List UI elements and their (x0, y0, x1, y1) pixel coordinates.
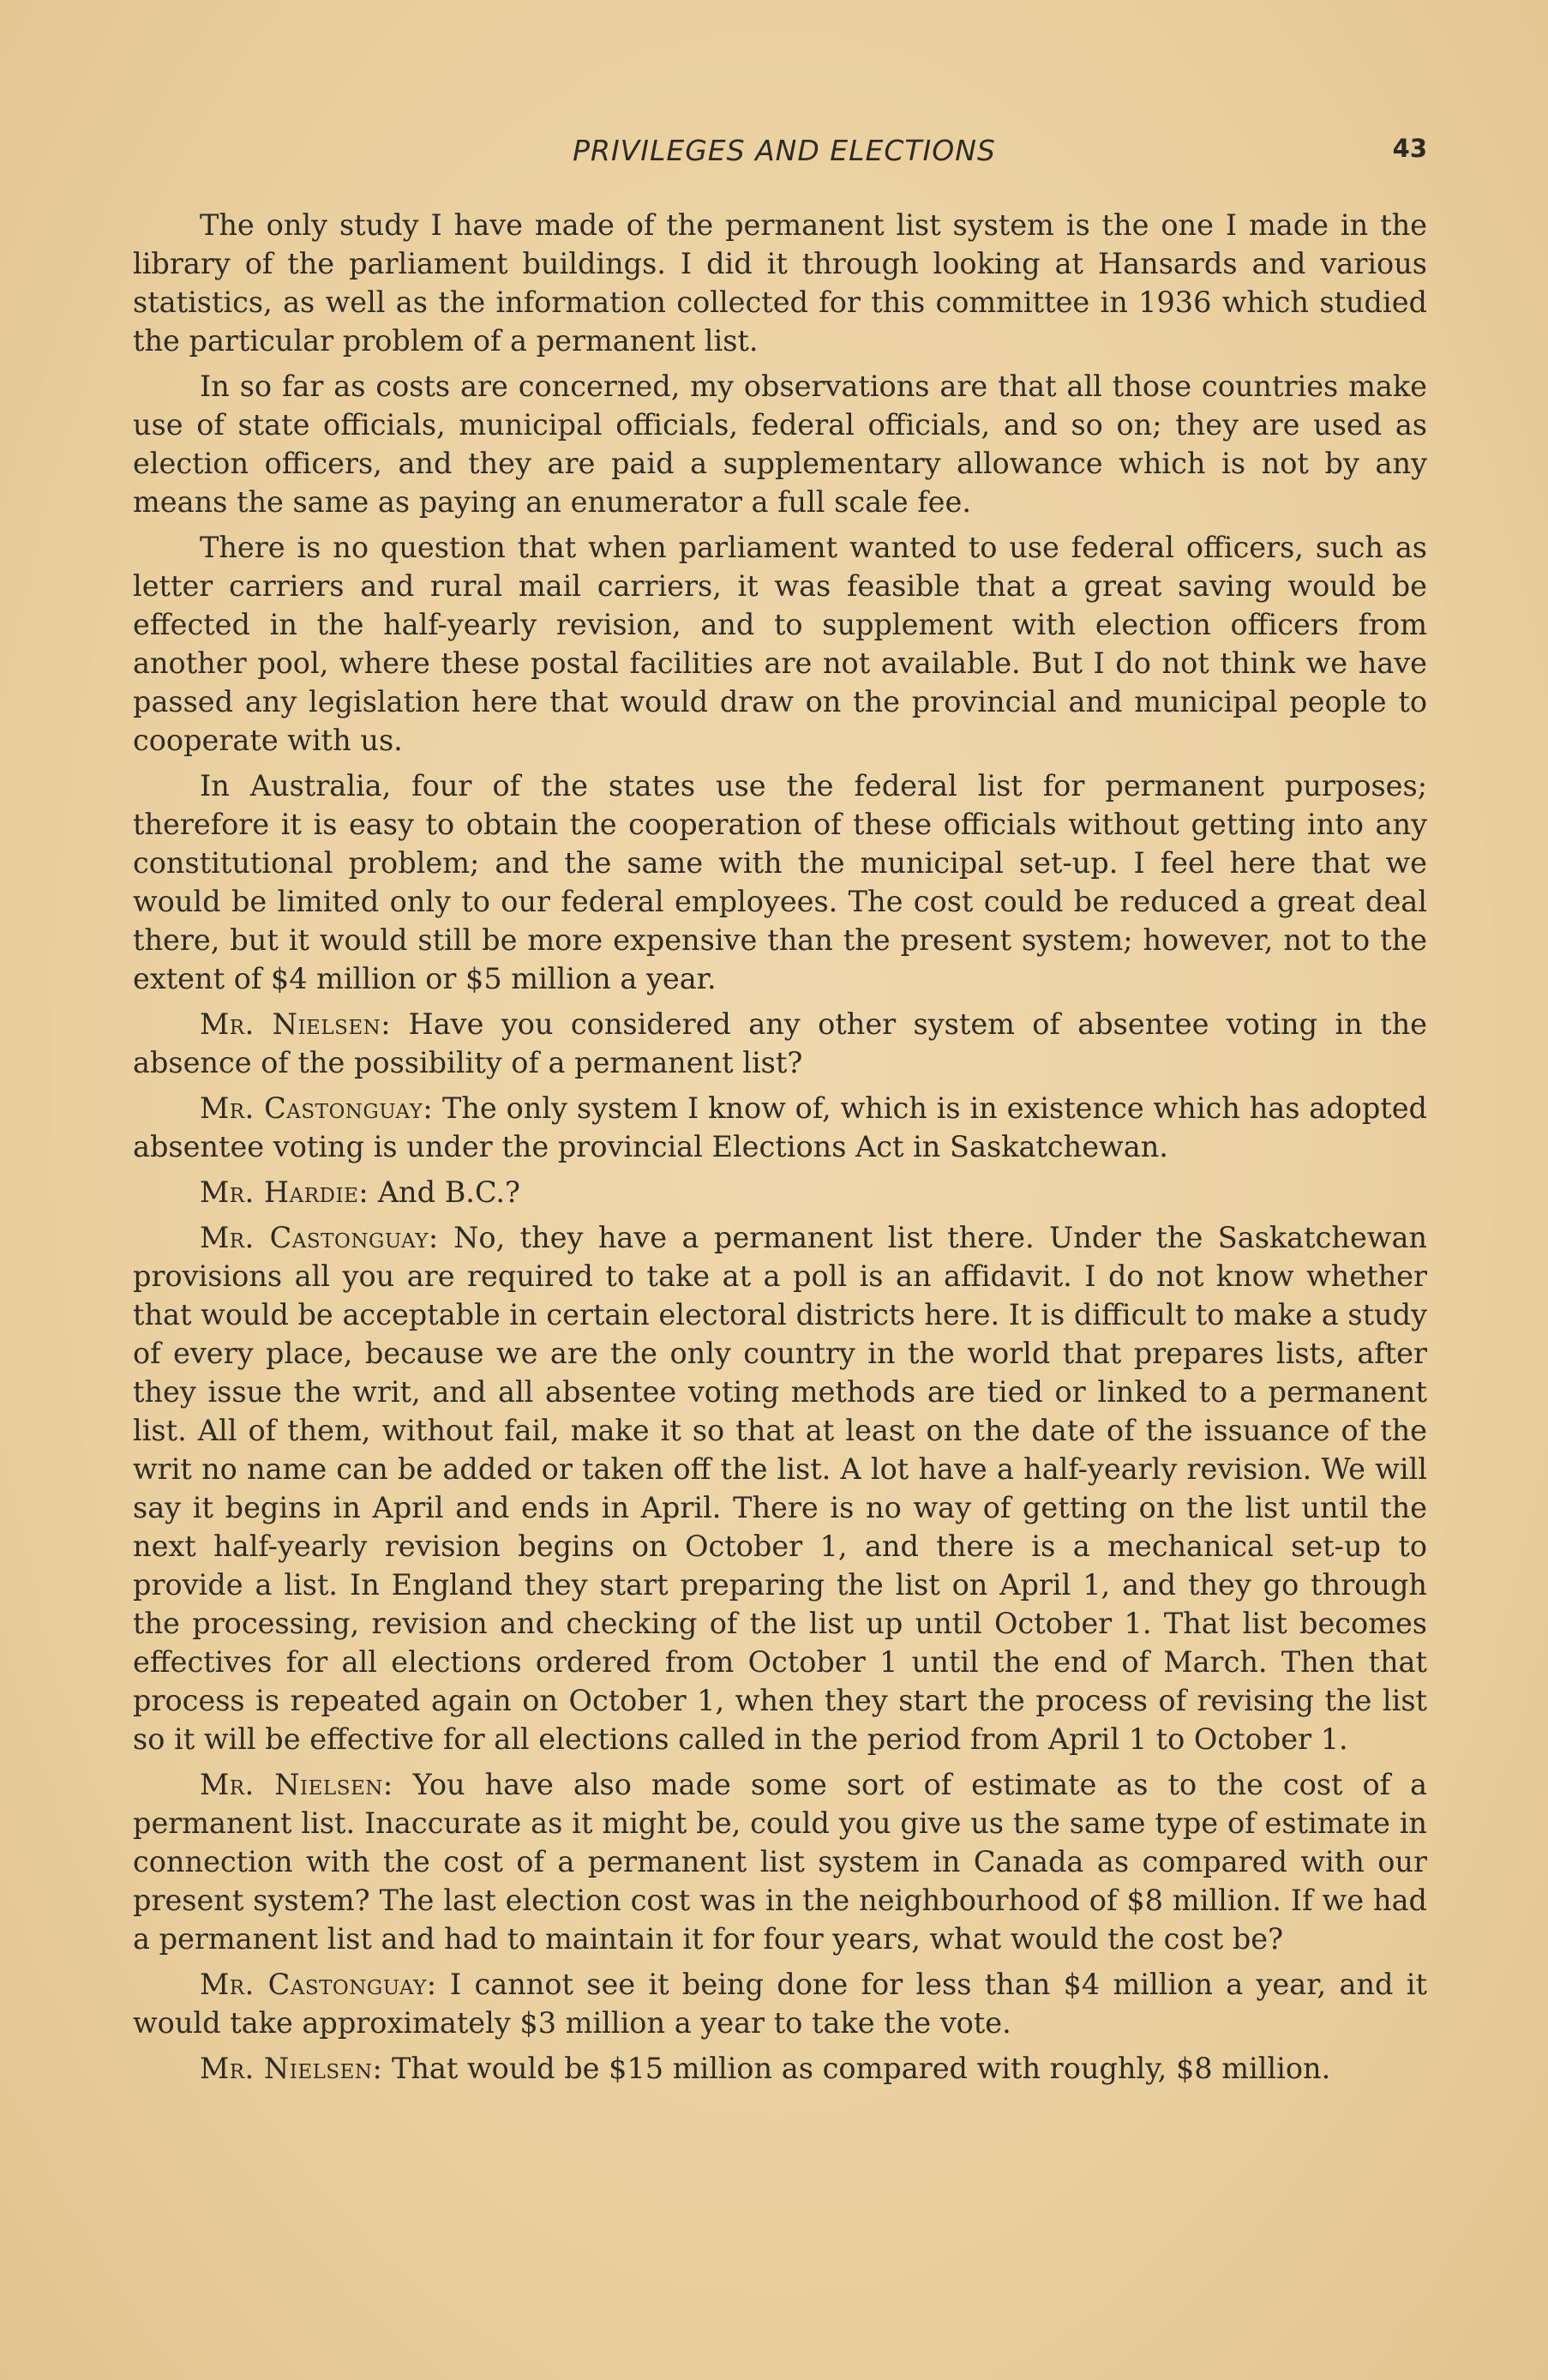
speaker-name: Mr. Castonguay: (200, 1968, 437, 2001)
paragraph-9 (133, 1765, 1427, 1958)
speaker-name: Mr. Nielsen: (200, 1007, 392, 1041)
paragraph-2 (133, 367, 1427, 521)
paragraph-text: The only study I have made of the permanent list system is the one I made in the library of the parliament buildings. I did it through looking at Hansards and various statistics, as well as the information collected for this committee in 1936 which studied the particular problem of a permanent list. (133, 208, 1427, 358)
paragraph-text: There is no question that when parliament wanted to use federal officers, such as letter carriers and rural mail carriers, it was feasible that a great saving would be effected in the half-yearly revision, and to supplement with election officers from another pool, where these postal facilities are not available. But I do not think we have passed any legislation here that would draw on the provincial and municipal people to cooperate with us. (133, 531, 1427, 757)
paragraph-1 (133, 206, 1427, 360)
speaker-name: Mr. Hardie: (200, 1175, 369, 1209)
paragraph-text: That would be $15 million as compared with roughly, $8 million. (392, 2052, 1331, 2085)
speaker-name: Mr. Nielsen: (200, 2052, 383, 2085)
paragraph-11 (133, 2049, 1427, 2088)
speaker-name: Mr. Castonguay: (200, 1091, 434, 1125)
paragraph-text: I cannot see it being done for less than $4 million a year, and it would take approximately $3 million a year to take the vote. (133, 1968, 1427, 2040)
speaker-name: Mr. Nielsen: (200, 1768, 393, 1801)
paragraph-10 (133, 1965, 1427, 2042)
paragraph-6 (133, 1089, 1427, 1166)
paragraph-text: And B.C.? (377, 1175, 521, 1209)
running-head-title: PRIVILEGES AND ELECTIONS (573, 134, 996, 167)
paragraph-7 (133, 1173, 1427, 1211)
paragraph-text: In so far as costs are concerned, my observations are that all those countries make use of state officials, municipal officials, federal officials, and so on; they are used as election officers, and they are paid a supplementary allowance which is not by any means the same as paying an enumerator a full scale fee. (133, 370, 1427, 519)
paragraph-text: In Australia, four of the states use the federal list for permanent purposes; therefore it is easy to obtain the cooperation of these officials without getting into any constitutional problem; and the same with the municipal set-up. I feel here that we would be limited only to our federal employees. The cost could be reduced a great deal there, but it would still be more expensive than the present system; however, not to the extent of $4 million or $5 million a year. (133, 769, 1427, 995)
paragraph-text: No, they have a permanent list there. Under the Saskatchewan provisions all you are required to take at a poll is an affidavit. I do not know whether that would be acceptable in certain electoral districts here. It is difficult to make a study of every place, because we are the only country in the world that prepares lists, after they issue the writ, and all absentee voting methods are tied or linked to a permanent list. All of them, without fail, make it so that at least on the date of the issuance of the writ no name can be added or taken off the list. A lot have a half-yearly revision. We will say it begins in April and ends in April. There is no way of getting on the list until the next half-yearly revision begins on October 1, and there is a mechanical set-up to provide a list. In England they start preparing the list on April 1, and they go through the processing, revision and checking of the list up until October 1. That list becomes effectives for all elections ordered from October 1 until the end of March. Then that process is repeated again on October 1, when they start the process of revising the list so it will be effective for all elections called in the period from April 1 to October 1. (133, 1221, 1428, 1756)
paragraph-text: The only system I know of, which is in existence which has adopted absentee voting is under the provincial Elections Act in Saskatchewan. (133, 1091, 1428, 1163)
paragraph-4 (133, 766, 1427, 998)
paragraph-3 (133, 528, 1427, 760)
page-number: 43 (1392, 134, 1427, 163)
running-head (133, 134, 1436, 177)
speaker-name: Mr. Castonguay: (200, 1221, 439, 1254)
paragraph-text: Have you considered any other system of absentee voting in the absence of the possibility of a permanent list? (133, 1007, 1428, 1079)
paragraph-8 (133, 1218, 1427, 1758)
paragraph-text: You have also made some sort of estimate as to the cost of a permanent list. Inaccurate as it might be, could you give us the same type of estimate in connection with the cost of a permanent list system in Canada as compared with our present system? The last election cost was in the neighbourhood of $8 million. If we had a permanent list and had to maintain it for four years, what would the cost be? (133, 1768, 1427, 1956)
body-text (133, 206, 1427, 2095)
paragraph-5 (133, 1005, 1427, 1082)
